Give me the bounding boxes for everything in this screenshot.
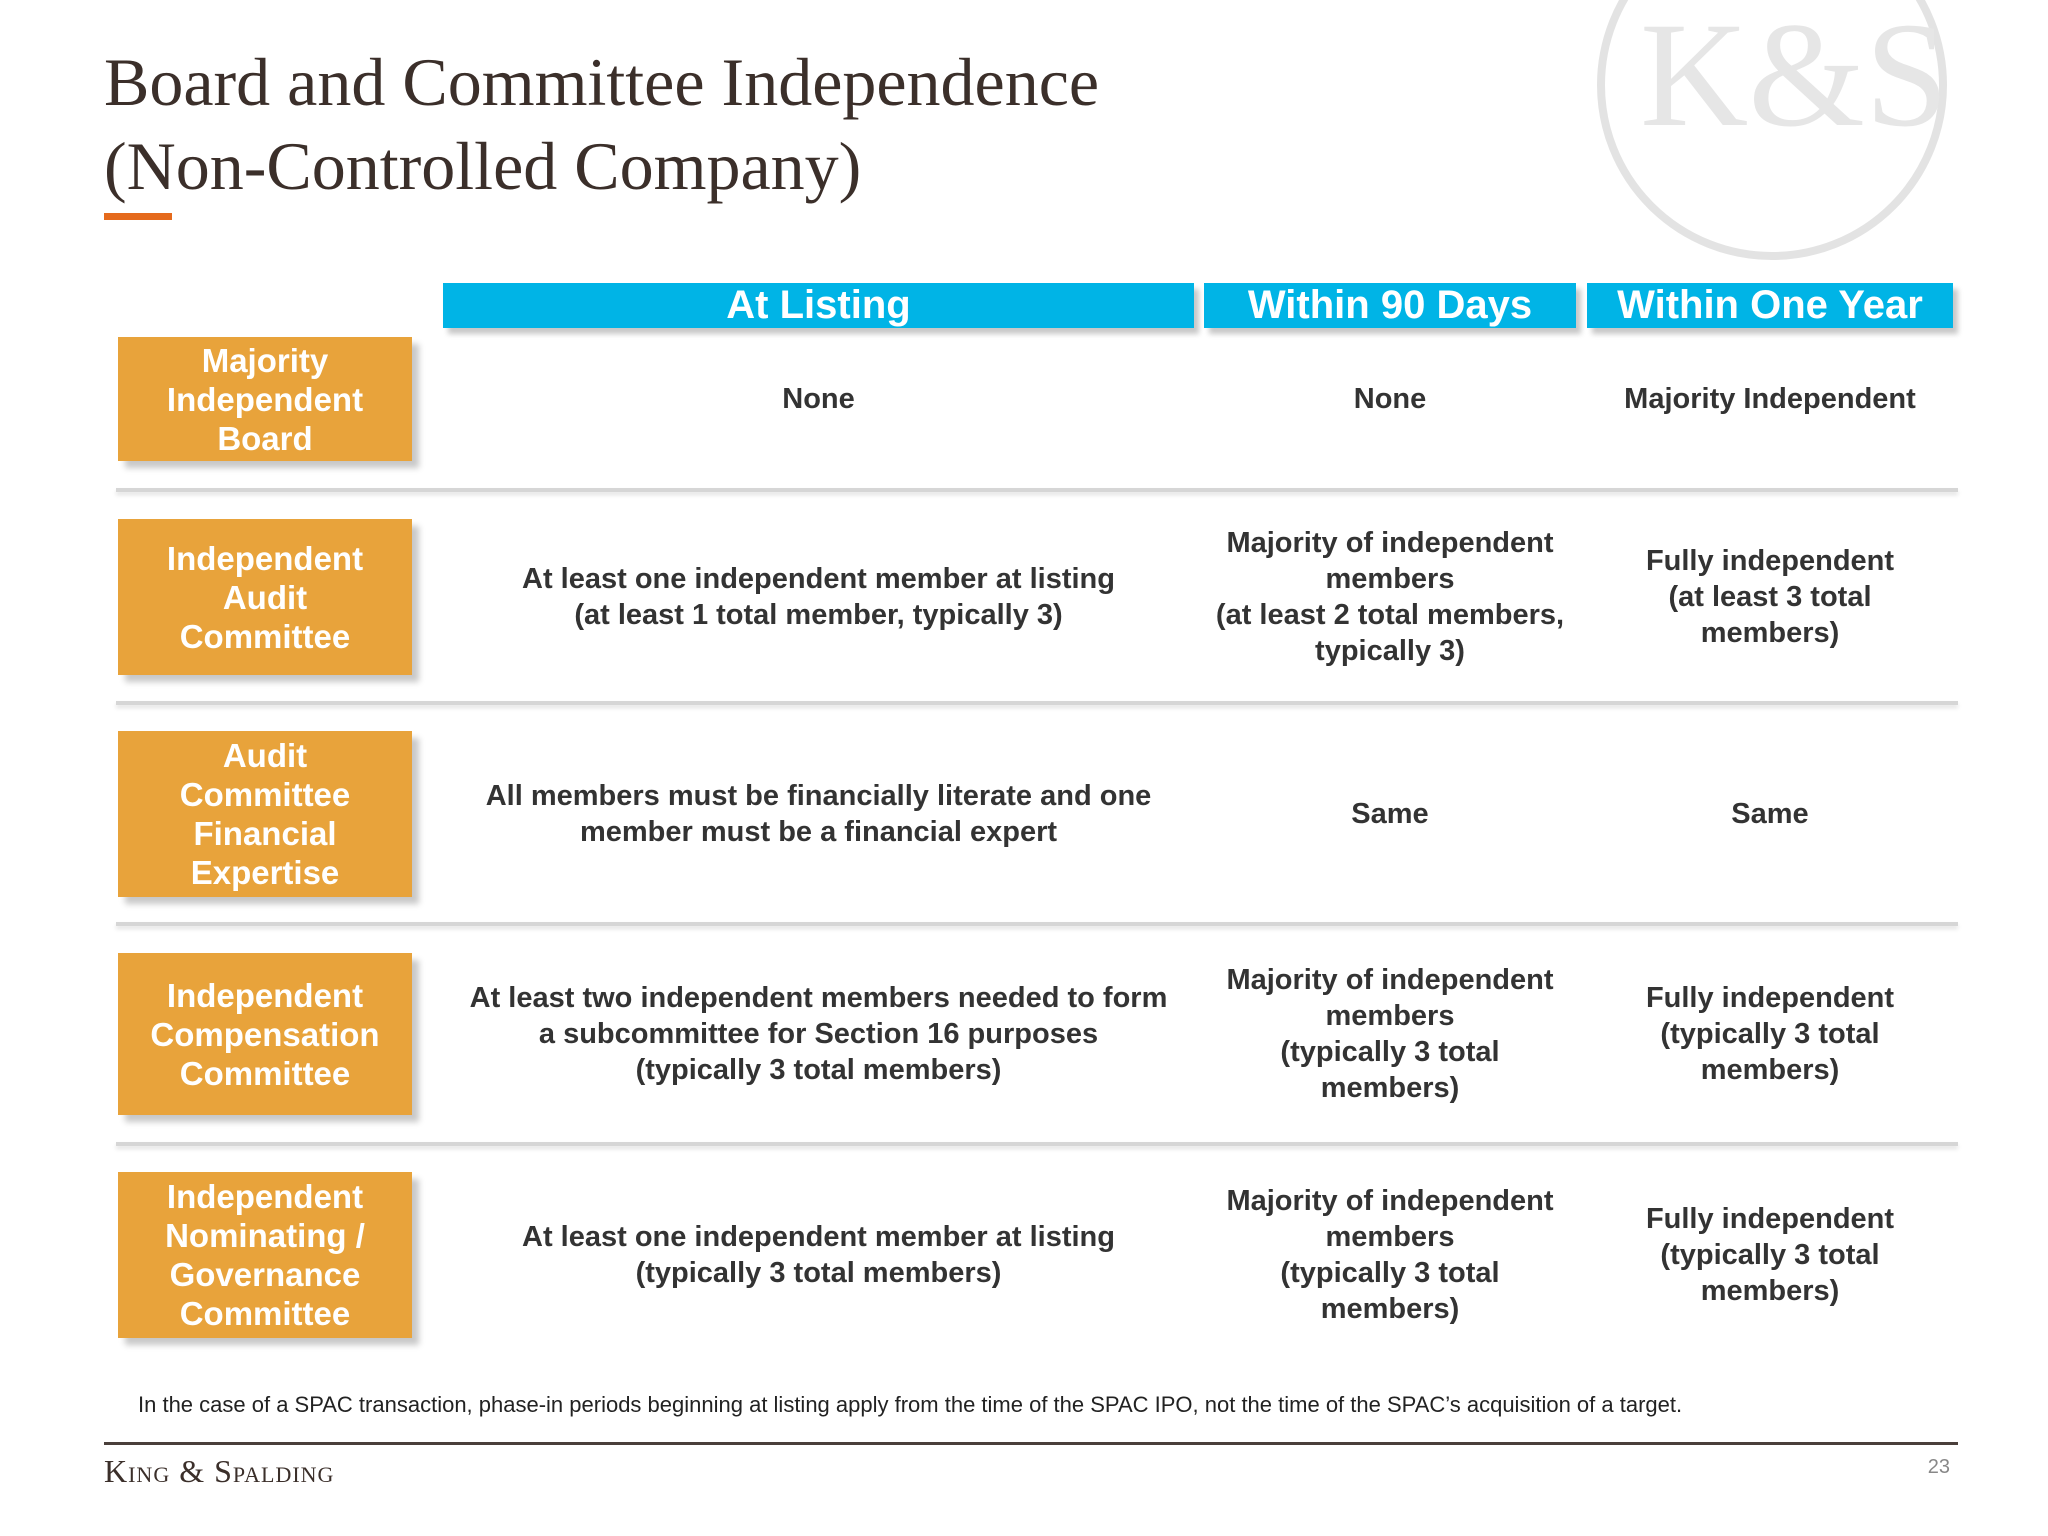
cell-text-line: None (782, 383, 855, 415)
cell-text-line: members (1325, 1221, 1455, 1253)
cell-text-line: members) (1320, 1293, 1460, 1325)
cell-expertise-within-one-year (1587, 731, 1953, 897)
cell-text-line: members (1325, 563, 1455, 595)
cell-text-line: members) (1700, 617, 1840, 649)
row-label-line: Expertise (190, 854, 340, 891)
cell-text-line: Majority of independent (1226, 527, 1554, 559)
row-label-line: Board (217, 419, 313, 457)
row-label-line: Independent (166, 976, 364, 1014)
cell-compensation-within-90-days (1204, 953, 1576, 1115)
row-label-line: Committee (179, 1295, 351, 1332)
row-divider (116, 922, 1958, 926)
cell-compensation-within-one-year (1587, 953, 1953, 1115)
cell-text-line: (typically 3 total members) (635, 1257, 1002, 1289)
cell-nominating-at-listing (443, 1172, 1194, 1338)
cell-audit-at-listing (443, 519, 1194, 675)
row-label-independent-audit-committee (118, 519, 412, 675)
row-label-audit-committee-financial-expertise (118, 731, 412, 897)
slide-title (104, 40, 1099, 208)
cell-text-line: members) (1320, 1072, 1460, 1104)
cell-audit-within-90-days (1204, 519, 1576, 675)
cell-text-line: a subcommittee for Section 16 purposes (538, 1018, 1099, 1050)
cell-nominating-within-90-days (1204, 1172, 1576, 1338)
row-label-line: Committee (179, 1054, 351, 1092)
logo-watermark-text: K&S (1640, 0, 1949, 158)
row-label-line: Financial (193, 815, 337, 852)
row-label-line: Nominating / (165, 1217, 365, 1254)
row-divider (116, 488, 1958, 492)
cell-text-line: member must be a financial expert (579, 816, 1058, 848)
cell-text-line: Majority of independent (1226, 964, 1554, 996)
cell-text-line: (typically 3 total (1280, 1036, 1500, 1068)
cell-text-line: At least one independent member at listing (522, 1221, 1115, 1253)
cell-expertise-at-listing (443, 731, 1194, 897)
footer-brand-logo: King & Spalding (104, 1453, 335, 1489)
cell-text-line: members) (1700, 1054, 1840, 1086)
cell-text-line: All members must be financially literate and one (485, 780, 1152, 812)
row-divider (116, 1142, 1958, 1146)
row-label-line: Independent (166, 1178, 364, 1215)
cell-text-line: At least two independent members needed to form (469, 982, 1168, 1014)
cell-text-line: Majority Independent (1624, 383, 1916, 415)
cell-text-line: (at least 1 total member, typically 3) (574, 599, 1063, 631)
cell-text-line: None (1353, 383, 1427, 415)
footer-rule (104, 1442, 1958, 1445)
cell-text-line: (at least 3 total (1668, 581, 1872, 613)
cell-text-line: Fully independent (1645, 982, 1895, 1014)
page-number: 23 (1927, 1456, 1950, 1478)
row-label-line: Committee (179, 617, 351, 655)
cell-text-line: (typically 3 total (1660, 1239, 1880, 1271)
cell-text-line: Majority of independent (1226, 1185, 1554, 1217)
cell-text-line: (typically 3 total (1280, 1257, 1500, 1289)
row-label-line: Independent (166, 539, 364, 577)
column-header-within-90-days: Within 90 Days (1204, 283, 1576, 328)
cell-expertise-within-90-days (1204, 731, 1576, 897)
cell-board-within-90-days (1204, 337, 1576, 461)
footnote: In the case of a SPAC transaction, phase-in periods beginning at listing apply from the time of the SPAC IPO, not the time of the SPAC’s acquisition of a target. (138, 1392, 1683, 1417)
cell-text-line: Fully independent (1645, 1203, 1895, 1235)
column-header-within-one-year: Within One Year (1587, 283, 1953, 328)
cell-text-line: Same (1731, 798, 1809, 830)
row-label-line: Audit (222, 578, 308, 616)
cell-nominating-within-one-year (1587, 1172, 1953, 1338)
cell-text-line: (typically 3 total (1660, 1018, 1880, 1050)
cell-compensation-at-listing (443, 953, 1194, 1115)
cell-text-line: Fully independent (1645, 545, 1895, 577)
cell-text-line: (typically 3 total members) (635, 1054, 1002, 1086)
cell-text-line: At least one independent member at listing (522, 563, 1115, 595)
row-label-line: Audit (222, 737, 308, 774)
title-accent-bar (104, 213, 172, 220)
title-line-1: Board and Committee Independence (104, 44, 1100, 120)
cell-text-line: members) (1700, 1275, 1840, 1307)
row-divider (116, 701, 1958, 705)
row-label-line: Compensation (150, 1015, 380, 1053)
row-label-line: Majority (201, 341, 329, 379)
cell-text-line: members (1325, 1000, 1455, 1032)
row-label-line: Committee (179, 776, 351, 813)
cell-text-line: typically 3) (1315, 635, 1465, 667)
cell-board-at-listing (443, 337, 1194, 461)
row-label-independent-nominating-governance-committee (118, 1172, 412, 1338)
column-header-at-listing: At Listing (443, 283, 1194, 328)
row-label-independent-compensation-committee (118, 953, 412, 1115)
row-label-line: Governance (169, 1256, 361, 1293)
cell-text-line: Same (1351, 798, 1429, 830)
cell-board-within-one-year (1587, 337, 1953, 461)
cell-audit-within-one-year (1587, 519, 1953, 675)
row-label-majority-independent-board (118, 337, 412, 461)
cell-text-line: (at least 2 total members, (1215, 599, 1565, 631)
row-label-line: Independent (166, 380, 364, 418)
title-line-2: (Non-Controlled Company) (104, 128, 862, 204)
